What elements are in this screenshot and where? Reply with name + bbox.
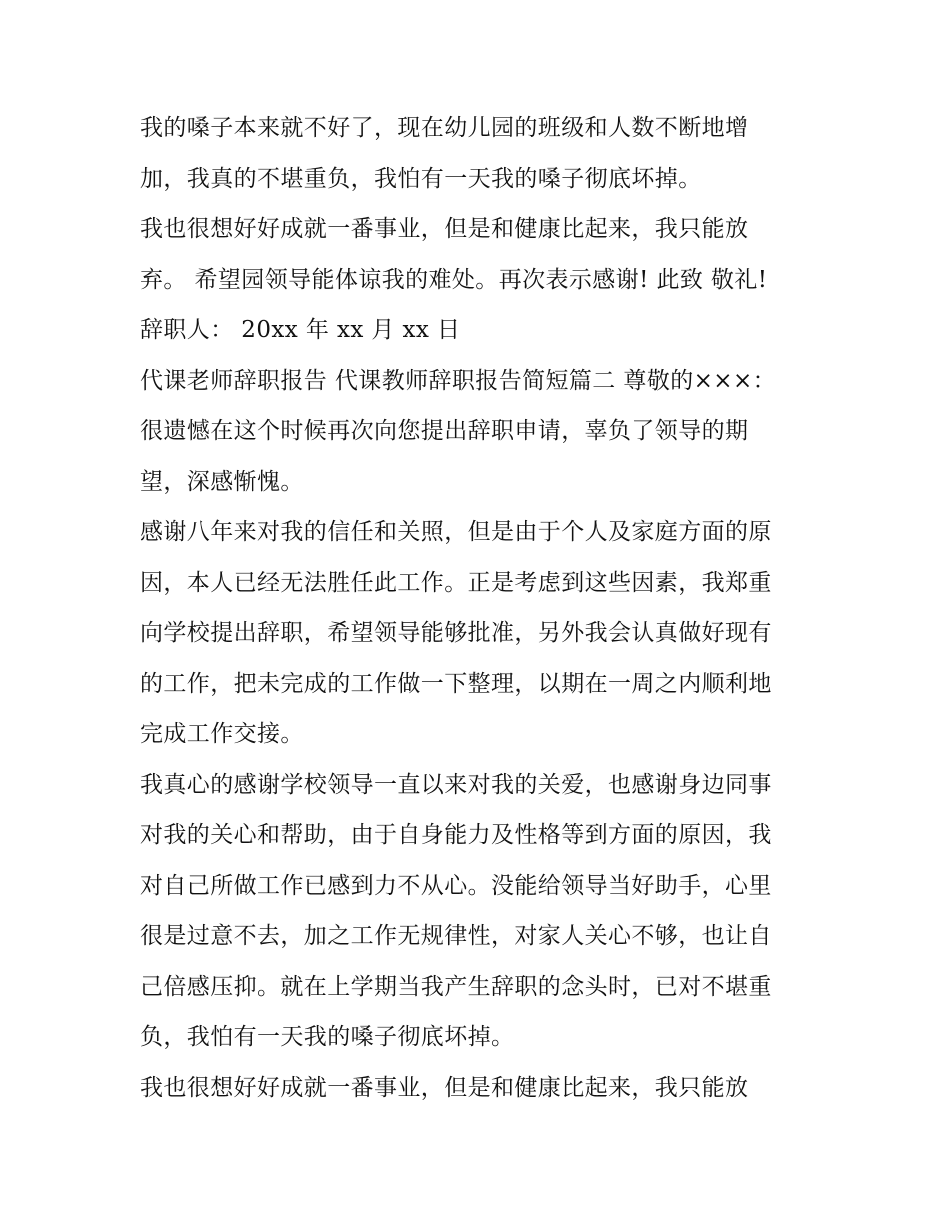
text-line: 向学校提出辞职，希望领导能够批准，另外我会认真做好现有 (140, 620, 772, 646)
text-line: 很遗憾在这个时候再次向您提出辞职申请，辜负了领导的期 (140, 418, 749, 444)
text-line: 我的嗓子本来就不好了，现在幼儿园的班级和人数不断地增 (140, 115, 749, 141)
text-line: 辞职人： 20xx 年 xx 月 xx 日 (140, 317, 461, 343)
text-line: 对自己所做工作已感到力不从心。没能给领导当好助手，心里 (140, 872, 772, 899)
text-line: 望，深感惭愧。 (140, 468, 304, 495)
text-line: 感谢八年来对我的信任和关照，但是由于个人及家庭方面的原 (140, 519, 772, 545)
text-line: 完成工作交接。 (140, 721, 304, 747)
text-line: 我也很想好好成就一番事业，但是和健康比起来，我只能放 (140, 216, 749, 242)
text-line: 加，我真的不堪重负，我怕有一天我的嗓子彻底坏掉。 (140, 165, 702, 192)
text-line: 的工作，把未完成的工作做一下整理，以期在一周之内顺利地 (140, 670, 772, 697)
text-line: 因，本人已经无法胜任此工作。正是考虑到这些因素，我郑重 (140, 569, 772, 596)
text-line: 己倍感压抑。就在上学期当我产生辞职的念头时，已对不堪重 (140, 973, 772, 1000)
text-line: 我也很想好好成就一番事业，但是和健康比起来，我只能放 (140, 1074, 749, 1101)
text-line: 负，我怕有一天我的嗓子彻底坏掉。 (140, 1024, 515, 1050)
text-line: 我真心的感谢学校领导一直以来对我的关爱，也感谢身边同事 (140, 771, 772, 798)
text-line: 代课老师辞职报告 代课教师辞职报告简短篇二 尊敬的×××： (140, 367, 777, 394)
document-body (140, 103, 820, 1113)
text-line: 对我的关心和帮助，由于自身能力及性格等到方面的原因，我 (140, 822, 772, 848)
text-line: 很是过意不去，加之工作无规律性，对家人关心不够，也让自 (140, 923, 772, 949)
text-line: 弃。 希望园领导能体谅我的难处。再次表示感谢! 此致 敬礼! (140, 266, 768, 293)
